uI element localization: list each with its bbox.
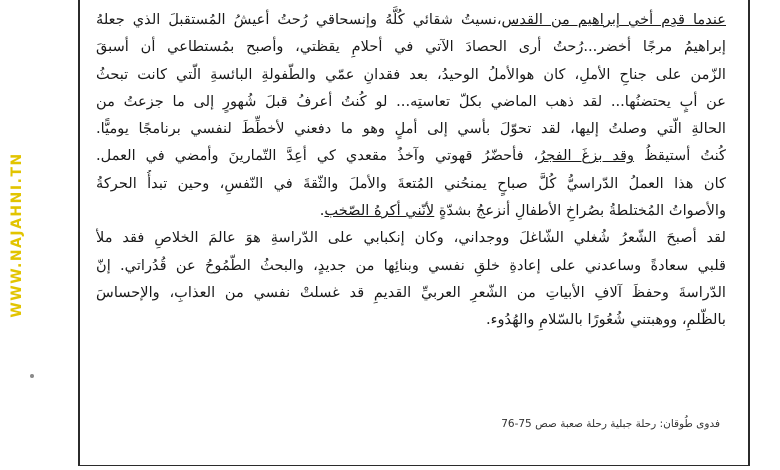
text-line bbox=[96, 33, 726, 60]
text-line bbox=[96, 61, 726, 88]
text-segment: عن أبٍ يحتضنُها... لقد ذهب الماضي بكلّ تعاستِه... لو كُنتُ أعرفُ قبلَ شُهورٍ إلى ما جزعتُ من bbox=[96, 92, 726, 110]
text-line bbox=[96, 279, 726, 306]
text-segment: الزّمن على جناحِ الأملِ، كان هوالأملُ الوحيدُ، بعد فقدانِ عمّي والطّفولةِ البائسةِ الّتي كانت تبحثُ bbox=[96, 65, 726, 83]
text-segment: الحالةِ الّتي وصلتُ إليها، لقد تحوّلَ بأسي إلى أملٍ وهو ما دفعني لأخطِّطَ لنفسي برنامجًا يوميًّا. bbox=[96, 120, 726, 138]
text-line bbox=[96, 170, 726, 197]
text-segment: إبراهيمُ مرجًا أخضر...رُحتُ أرى الحصادَ الآتي في أحلامِ يقظتي، وأصبح بمُستطاعي أن أسبقَ bbox=[96, 38, 726, 56]
text-line bbox=[96, 6, 726, 33]
text-segment: ،نسيتُ شقائي كُلَّهُ وإنسحاقي رُحتُ أعيشُ المُستقبلَ الذي جعلهُ bbox=[96, 11, 502, 28]
text-line bbox=[96, 115, 726, 142]
text-line bbox=[96, 142, 726, 169]
text-line bbox=[96, 224, 726, 251]
text-segment: كان هذا العملُ الدّراسيُّ كُلَّ صباحٍ يمنحُني المُتعةَ والأملَ والثّقةَ في النّفسِ، وحين تبدأُ الحركةُ bbox=[96, 174, 726, 192]
underlined-phrase: عندما قدِم أخي إبراهيم من القدس bbox=[501, 11, 726, 28]
text-line bbox=[96, 88, 726, 115]
text-segment: لقد أصبحَ الشّعرُ شُغلي الشّاغلَ ووجداني، وكان إنكبابي على الدّراسةِ هوَ عالمَ الخلاصِ فقد ملأ bbox=[96, 229, 726, 247]
watermark-text: WWW.NAJAHNI.TN bbox=[9, 152, 25, 318]
watermark-strip bbox=[0, 0, 30, 470]
text-segment: والأصواتُ المُختلطةُ بصُراخِ الأطفالِ أنزعجُ بشدّةٍ bbox=[434, 202, 726, 220]
text-segment: قلبي سعادةً وساعدني على إعادةِ خلقِ نفسي وبنائِها من جديدٍ، والبحثُ الطّمُوحُ عن قُدُراتي. إنّ bbox=[96, 256, 726, 274]
text-line bbox=[96, 306, 726, 333]
paragraph-text bbox=[96, 6, 726, 334]
source-citation: فدوى طُوقان: رحلة جبلية رحلة صعبة صص 75-76 bbox=[501, 418, 720, 430]
scan-speck bbox=[30, 374, 34, 378]
text-segment: . bbox=[319, 202, 325, 220]
underlined-phrase: وقد بزغَ الفجرُ bbox=[538, 147, 635, 165]
text-segment: كُنتُ أستيقظُ bbox=[634, 147, 726, 165]
text-segment: بالظّلمِ، ووهبتني شُعُورًا بالسّلامِ والهُدُوء. bbox=[485, 311, 726, 329]
text-segment: ، فأحضّرُ قهوتي وآخذُ مقعدي كي أعِدَّ التّمارينَ وأمضي في العمل. bbox=[96, 147, 539, 165]
text-line bbox=[96, 252, 726, 279]
underlined-phrase: لأنّني أكرهُ الصّخب bbox=[324, 202, 435, 220]
text-segment: الدّراسةَ وحفظَ آلافِ الأبياتِ من الشّعرِ العربيِّ القديمِ قد غسلتْ نفسي من العذابِ، والإحساسَ bbox=[96, 283, 726, 301]
text-line bbox=[96, 197, 726, 224]
